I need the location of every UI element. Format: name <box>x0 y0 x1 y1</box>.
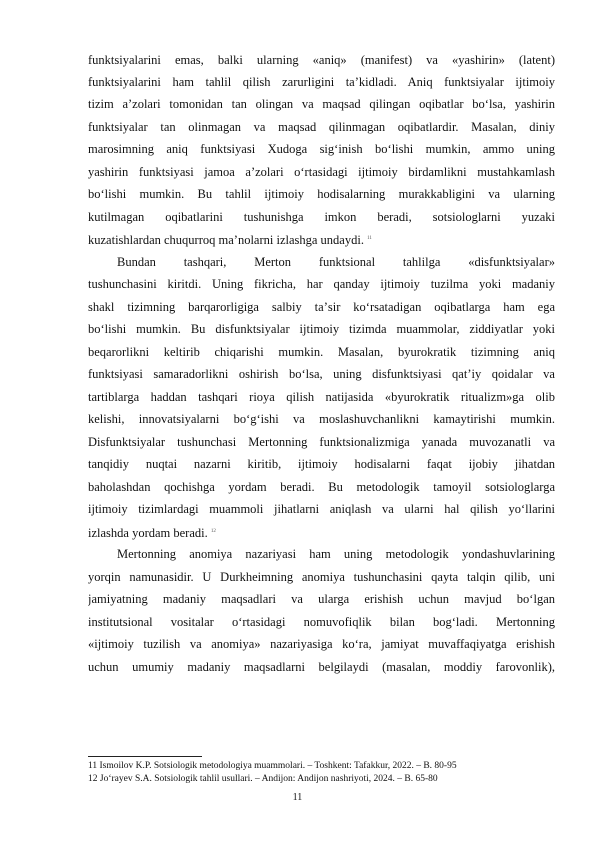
footnote: 12 Joʻrayev S.A. Sotsiologik tahlil usullari. – Andijon: Andijon nashriyoti, 2024. – B. 65-80 <box>88 774 438 784</box>
text-line: kutilmagan oqibatlarini tushunishga imkon beradi, sotsiologlarni yuzaki <box>88 210 555 224</box>
text-line: boʻlishi mumkin. Bu tahlil ijtimoiy hodisalarning murakkabligini va ularning <box>88 187 555 201</box>
text-line: yorqin namunasidir. U Durkheimning anomiya tushunchasini qayta talqin qilib, uni <box>88 570 555 584</box>
text-line: kelishi, innovatsiyalarni boʻgʻishi va moslashuvchanlikni kamaytirishi mumkin. <box>88 412 555 426</box>
text-line: shakl tizimning barqarorligiga salbiy taʼsir koʻrsatadigan oqibatlarga ham ega <box>88 300 555 314</box>
text-line: funktsiyalar tan olinmagan va maqsad qilinmagan oqibatlardir. Masalan, diniy <box>88 120 555 134</box>
footnote-ref[interactable]: 11 <box>367 236 372 241</box>
text-line: jamiyatning madaniy maqsadlari va ularga erishish uchun mavjud boʻlgan <box>88 592 555 606</box>
text-line: Mertonning anomiya nazariyasi ham uning metodologik yondashuvlarining <box>117 547 555 561</box>
text-line-content: izlashda yordam beradi. <box>88 526 208 541</box>
text-line: marosimning aniq funktsiyasi Xudoga sigʻinish boʻlishi mumkin, ammo uning <box>88 142 555 156</box>
text-line: beqarorlikni keltirib chiqarishi mumkin. Masalan, byurokratik tizimning aniq <box>88 345 555 359</box>
footnote-ref[interactable]: 12 <box>210 529 216 534</box>
text-line: institutsional vositalar oʻrtasidagi nomuvofiqlik bilan bogʻladi. Mertonning <box>88 615 555 629</box>
text-line: ijtimoiy tizimlardagi muammoli jihatlarni aniqlash va ularni hal qilish yoʻllarini <box>88 502 555 516</box>
text-line: funktsiyasi samaradorlikni oshirish boʻlsa, uning disfunktsiyasi qatʼiy qoidalar va <box>88 367 555 381</box>
text-line-content: kuzatishlardan chuqurroq maʼnolarni izlashga undaydi. <box>88 233 364 248</box>
text-line <box>88 524 555 541</box>
text-line: funktsiyalarini ham tahlil qilish zarurligini taʼkidladi. Aniq funktsiyalar ijtimoiy <box>88 75 555 89</box>
text-line: tanqidiy nuqtai nazarni kiritib, ijtimoiy hodisalarni faqat ijobiy jihatdan <box>88 457 555 471</box>
footnote: 11 Ismoilov K.P. Sotsiologik metodologiya muammolari. – Toshkent: Tafakkur, 2022. – B. 80-95 <box>88 761 457 771</box>
text-line: tartiblarga haddan tashqari rioya qilish natijasida «byurokratik ritualizm»ga olib <box>88 390 555 404</box>
text-line: baholashdan qochishga yordam beradi. Bu metodologik tamoyil sotsiologlarga <box>88 480 555 494</box>
text-line <box>88 231 555 248</box>
text-line: tizim aʼzolari tomonidan tan olingan va maqsad qilingan oqibatlar boʻlsa, yashirin <box>88 97 555 111</box>
text-line: uchun umumiy madaniy maqsadlarni belgilaydi (masalan, moddiy farovonlik), <box>88 660 555 674</box>
text-line: funktsiyalarini emas, balki ularning «aniq» (manifest) va «yashirin» (latent) <box>88 53 555 67</box>
text-line: tushunchasini kiritdi. Uning fikricha, har qanday ijtimoiy tuzilma yoki madaniy <box>88 277 555 291</box>
text-line: Disfunktsiyalar tushunchasi Mertonning funktsionalizmiga yanada muvozanatli va <box>88 435 555 449</box>
text-line: boʻlishi mumkin. Bu disfunktsiyalar ijtimoiy tizimda muammolar, ziddiyatlar yoki <box>88 322 555 336</box>
page-number: 11 <box>292 792 303 803</box>
text-line: Bundan tashqari, Merton funktsional tahlilga «disfunktsiyalar» <box>117 255 555 269</box>
text-line: yashirin funktsiyasi jamoa aʼzolari oʻrtasidagi ijtimoiy birdamlikni mustahkamlash <box>88 165 555 179</box>
footnote-divider <box>88 756 202 757</box>
text-line: «ijtimoiy tuzilish va anomiya» nazariyasiga koʻra, jamiyat muvaffaqiyatga erishish <box>88 637 555 651</box>
